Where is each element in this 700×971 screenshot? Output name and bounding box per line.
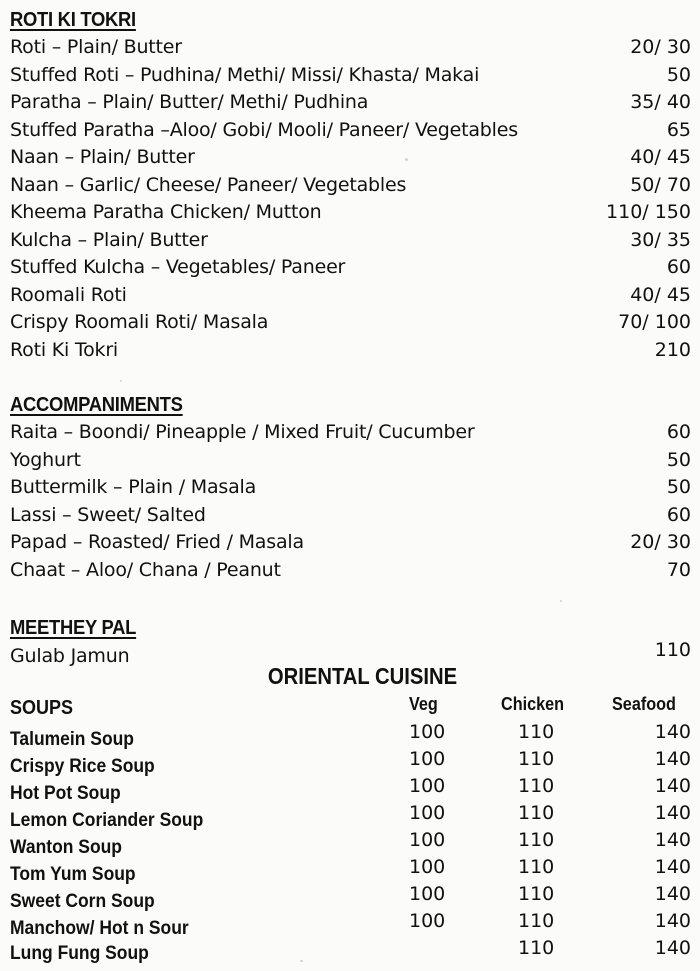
item-price: 60 <box>666 421 691 443</box>
item-name: Roomali Roti <box>10 284 127 306</box>
menu-item <box>0 229 700 256</box>
item-price: 60 <box>666 256 691 278</box>
item-name: Buttermilk – Plain / Masala <box>10 476 257 498</box>
item-price: 40/ 45 <box>630 146 691 168</box>
menu-item <box>0 64 700 91</box>
soup-price-chicken: 110 <box>518 775 555 797</box>
item-price: 110/ 150 <box>606 201 691 223</box>
soup-price-veg: 100 <box>409 883 446 905</box>
soup-price-seafood: 140 <box>654 748 691 770</box>
item-price: 35/ 40 <box>630 91 691 113</box>
item-price: 20/ 30 <box>630 531 691 553</box>
soup-name: Crispy Rice Soup <box>10 756 155 777</box>
soup-price-seafood: 140 <box>654 910 691 932</box>
soup-price-chicken: 110 <box>518 856 555 878</box>
soup-name: Sweet Corn Soup <box>10 891 155 912</box>
soup-row <box>0 775 700 802</box>
menu-item <box>0 311 700 338</box>
soup-price-chicken: 110 <box>518 829 555 851</box>
menu-item <box>0 421 700 448</box>
item-price: 50 <box>666 64 691 86</box>
soups-heading: SOUPS <box>10 697 74 719</box>
soup-price-seafood: 140 <box>654 802 691 824</box>
soup-price-chicken: 110 <box>518 748 555 770</box>
item-price: 70 <box>666 559 691 581</box>
item-name: Chaat – Aloo/ Chana / Peanut <box>10 559 281 581</box>
item-name: Crispy Roomali Roti/ Masala <box>10 311 269 333</box>
menu-item <box>0 476 700 503</box>
menu-item <box>0 256 700 283</box>
item-price: 50/ 70 <box>630 174 691 196</box>
item-price: 210 <box>654 339 691 361</box>
section-title-roti-ki-tokri: ROTI KI TOKRI <box>10 9 136 31</box>
soup-price-chicken: 110 <box>518 937 555 959</box>
soup-price-veg: 100 <box>409 775 446 797</box>
menu-item <box>0 91 700 118</box>
soup-row <box>0 748 700 775</box>
soup-price-veg: 100 <box>409 856 446 878</box>
item-name: Stuffed Paratha –Aloo/ Gobi/ Mooli/ Paneer/ Vegetables <box>10 119 518 141</box>
item-price: 50 <box>666 476 691 498</box>
scan-speck <box>120 380 122 382</box>
item-price: 40/ 45 <box>630 284 691 306</box>
menu-item <box>0 174 700 201</box>
scan-speck <box>405 158 408 161</box>
soup-price-chicken: 110 <box>518 910 555 932</box>
column-header-chicken: Chicken <box>501 694 565 714</box>
soup-price-seafood: 140 <box>654 856 691 878</box>
soup-price-seafood: 140 <box>654 883 691 905</box>
column-header-seafood: Seafood <box>612 694 676 714</box>
item-price: 65 <box>666 119 691 141</box>
menu-item <box>0 559 700 586</box>
menu-item <box>0 339 700 366</box>
menu-item <box>0 284 700 311</box>
menu-item <box>0 449 700 476</box>
soup-name: Manchow/ Hot n Sour <box>10 918 189 939</box>
soup-price-chicken: 110 <box>518 721 555 743</box>
soup-row <box>0 721 700 748</box>
item-price: 50 <box>666 449 691 471</box>
column-header-veg: Veg <box>409 694 438 714</box>
item-name: Paratha – Plain/ Butter/ Methi/ Pudhina <box>10 91 369 113</box>
soup-name: Lung Fung Soup <box>10 943 149 964</box>
section-title-oriental-cuisine: ORIENTAL CUISINE <box>267 663 458 689</box>
soup-price-veg: 100 <box>409 910 446 932</box>
item-price: 110 <box>654 639 691 661</box>
item-name: Naan – Plain/ Butter <box>10 146 195 168</box>
soup-price-chicken: 110 <box>518 802 555 824</box>
item-name: Naan – Garlic/ Cheese/ Paneer/ Vegetables <box>10 174 407 196</box>
soup-price-veg: 100 <box>409 802 446 824</box>
menu-item <box>0 531 700 558</box>
menu-item <box>0 36 700 63</box>
soup-price-veg: 100 <box>409 829 446 851</box>
soup-price-seafood: 140 <box>654 937 691 959</box>
menu-item <box>0 201 700 228</box>
soup-price-chicken: 110 <box>518 883 555 905</box>
soup-price-seafood: 140 <box>654 775 691 797</box>
soup-price-veg: 100 <box>409 748 446 770</box>
soup-price-seafood: 140 <box>654 829 691 851</box>
item-price: 20/ 30 <box>630 36 691 58</box>
scan-speck <box>560 600 562 602</box>
soup-row <box>0 910 700 937</box>
item-name: Lassi – Sweet/ Salted <box>10 504 206 526</box>
item-name: Kulcha – Plain/ Butter <box>10 229 208 251</box>
soup-name: Wanton Soup <box>10 837 122 858</box>
item-name: Roti Ki Tokri <box>10 339 119 361</box>
item-price: 70/ 100 <box>618 311 691 333</box>
item-price: 30/ 35 <box>630 229 691 251</box>
item-name: Stuffed Roti – Pudhina/ Methi/ Missi/ Khasta/ Makai <box>10 64 480 86</box>
soup-row <box>0 937 700 964</box>
item-price: 60 <box>666 504 691 526</box>
soup-name: Tom Yum Soup <box>10 864 136 885</box>
item-name: Yoghurt <box>10 449 81 471</box>
item-name: Raita – Boondi/ Pineapple / Mixed Fruit/ Cucumber <box>10 421 475 443</box>
soup-name: Lemon Coriander Soup <box>10 810 204 831</box>
item-name: Stuffed Kulcha – Vegetables/ Paneer <box>10 256 346 278</box>
soup-name: Talumein Soup <box>10 729 134 750</box>
soup-price-veg: 100 <box>409 721 446 743</box>
item-name: Kheema Paratha Chicken/ Mutton <box>10 201 322 223</box>
scan-speck <box>300 960 303 962</box>
soup-row <box>0 829 700 856</box>
item-name: Gulab Jamun <box>10 645 130 667</box>
soup-price-seafood: 140 <box>654 721 691 743</box>
soup-row <box>0 883 700 910</box>
section-title-accompaniments: ACCOMPANIMENTS <box>10 394 183 416</box>
soup-row <box>0 802 700 829</box>
item-name: Roti – Plain/ Butter <box>10 36 182 58</box>
menu-item <box>0 146 700 173</box>
soup-row <box>0 856 700 883</box>
item-name: Papad – Roasted/ Fried / Masala <box>10 531 304 553</box>
menu-item <box>0 504 700 531</box>
section-title-meethey-pal: MEETHEY PAL <box>10 617 137 639</box>
menu-item <box>0 119 700 146</box>
soup-name: Hot Pot Soup <box>10 783 121 804</box>
